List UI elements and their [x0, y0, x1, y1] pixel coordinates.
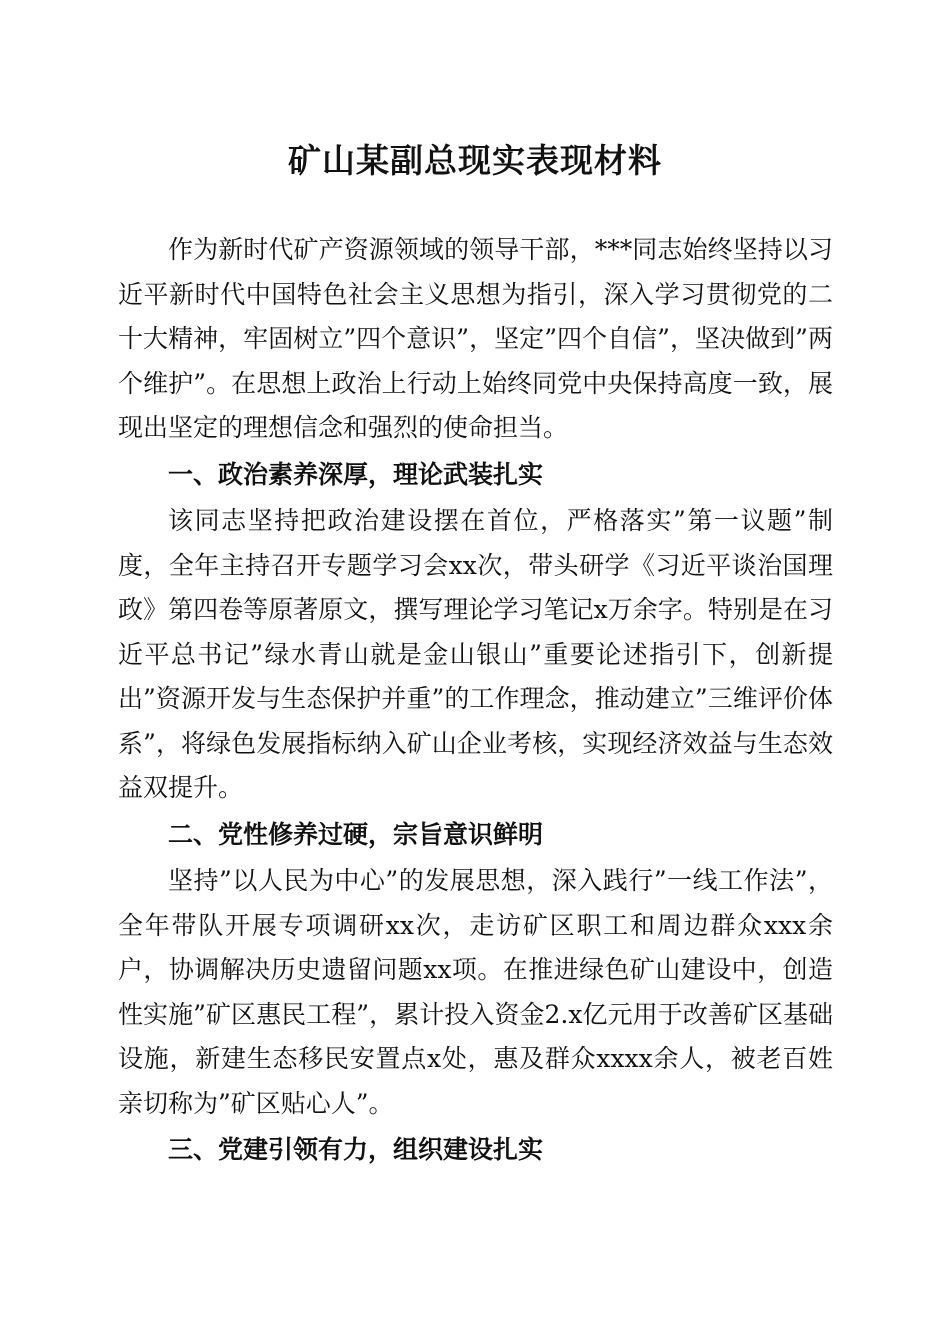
- section-2-paragraph: 坚持”以人民为中心”的发展思想，深入践行”一线工作法”，全年带队开展专项调研xx次，走访矿区职工和周边群众xxx余户，协调解决历史遗留问题xx项。在推进绿色矿山建设中，创造性实施”矿区惠民工程”，累计投入资金2.x亿元用于改善矿区基础设施，新建生态移民安置点x处，惠及群众xxxx余人，被老百姓亲切称为”矿区贴心人”。: [118, 866, 833, 1118]
- document-body: [118, 228, 833, 1175]
- document-title: 矿山某副总现实表现材料: [288, 141, 662, 180]
- intro-paragraph: 作为新时代矿产资源领域的领导干部，***同志始终坚持以习近平新时代中国特色社会主义思想为指引，深入学习贯彻党的二十大精神，牢固树立”四个意识”，坚定”四个自信”，坚决做到”两个维护”。在思想上政治上行动上始终同党中央保持高度一致，展现出坚定的理想信念和强烈的使命担当。: [118, 235, 833, 442]
- section-2-heading: 二、党性修养过硬，宗旨意识鲜明: [168, 819, 544, 849]
- section-1-heading: 一、政治素养深厚，理论武装扎实: [168, 459, 544, 489]
- section-1-paragraph: 该同志坚持把政治建设摆在首位，严格落实”第一议题”制度，全年主持召开专题学习会xx次，带头研学《习近平谈治国理政》第四卷等原著原文，撰写理论学习笔记x万余字。特别是在习近平总书记”绿水青山就是金山银山”重要论述指引下，创新提出”资源开发与生态保护并重”的工作理念，推动建立”三维评价体系”，将绿色发展指标纳入矿山企业考核，实现经济效益与生态效益双提升。: [118, 506, 833, 802]
- section-3-heading: 三、党建引领有力，组织建设扎实: [168, 1135, 544, 1164]
